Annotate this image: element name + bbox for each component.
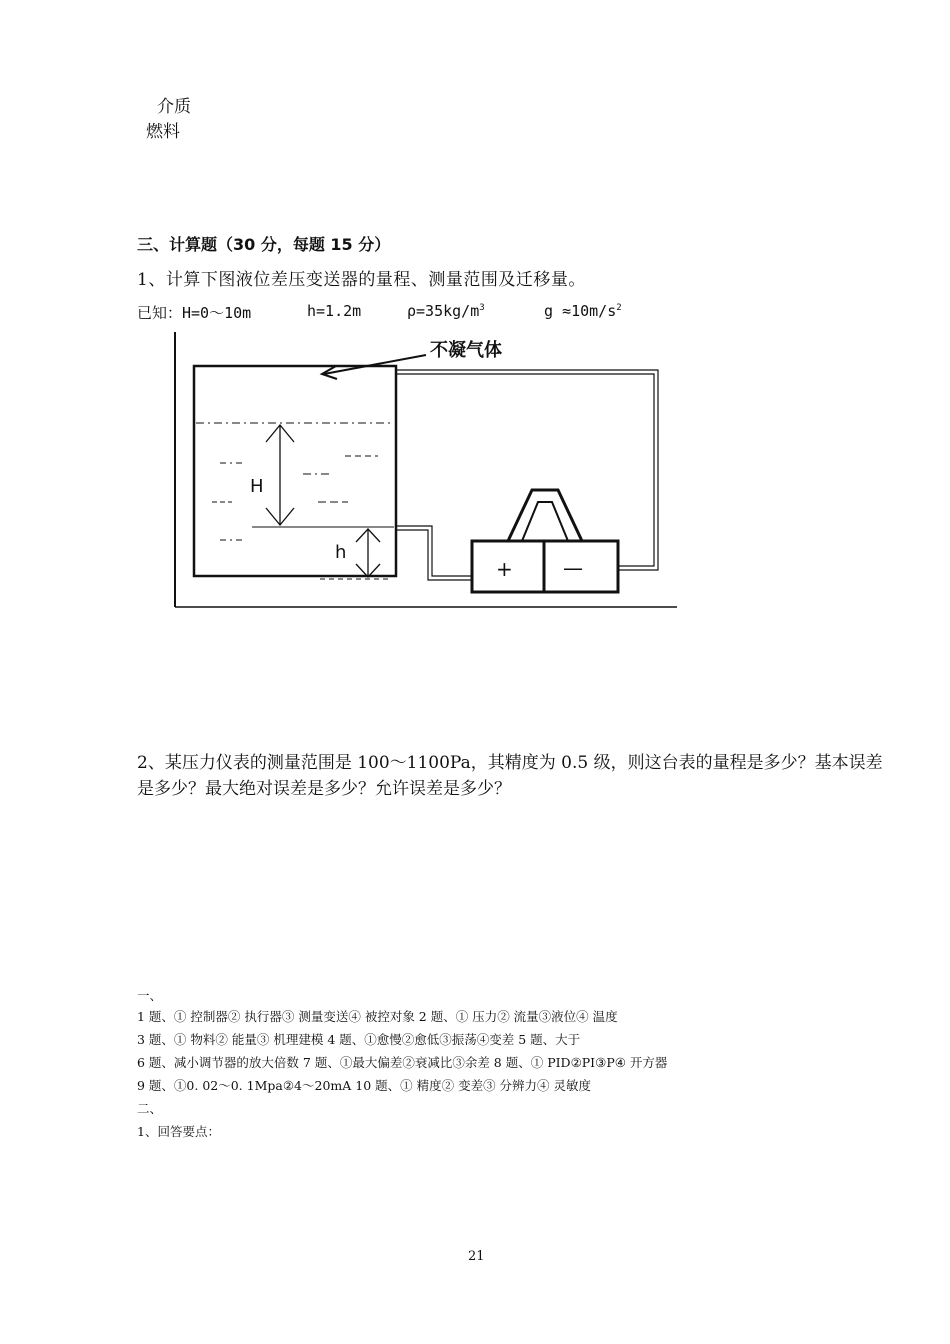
answer-line: 3 题、① 物料② 能量③ 机理建模 4 题、①愈慢②愈低③振荡④变差 5 题、大于 <box>137 1032 581 1047</box>
H-label: H <box>250 476 264 497</box>
question-1: 1、计算下图液位差压变送器的量程、测量范围及迁移量。 <box>137 270 586 290</box>
tank <box>194 366 396 576</box>
minus-label: — <box>563 556 583 580</box>
low-pressure-line-inner <box>396 374 654 566</box>
label-fuel: 燃料 <box>146 122 180 142</box>
answer-line: 9 题、①0. 02～0. 1Mpa②4～20mA 10 题、① 精度② 变差③ 分辨力④ 灵敏度 <box>137 1078 592 1093</box>
answer-line: 1 题、① 控制器② 执行器③ 测量变送④ 被控对象 2 题、① 压力② 流量③液位④ 温度 <box>137 1009 618 1024</box>
high-pressure-line-inner <box>396 530 472 580</box>
known-g: $g \approx 10m/s^2$ <box>544 302 622 320</box>
level-transmitter-diagram <box>170 330 680 612</box>
transmitter-head-outer <box>508 490 582 541</box>
h-label: h <box>335 542 347 563</box>
gas-pointer <box>324 355 426 374</box>
page-number: 21 <box>468 1249 485 1264</box>
answer-line: 1、回答要点： <box>137 1124 220 1139</box>
plus-label: + <box>496 557 513 581</box>
section-title: 三、计算题（30 分，每题 15 分） <box>137 235 391 254</box>
label-medium: 介质 <box>157 97 191 117</box>
question-2: 2、某压力仪表的测量范围是 100～1100Pa，其精度为 0.5 级，则这台表的量程是多少？基本误差是多少？最大绝对误差是多少？允许误差是多少？ <box>137 753 883 799</box>
answer-line: 6 题、减小调节器的放大倍数 7 题、①最大偏差②衰减比③余差 8 题、① PID②PI③P④ 开方器 <box>137 1055 668 1070</box>
gas-label: 不凝气体 <box>430 340 502 361</box>
known-values <box>137 302 697 324</box>
answer-line: 二、 <box>137 1101 163 1116</box>
high-pressure-line-outer <box>396 526 472 576</box>
transmitter-head-inner <box>522 502 568 541</box>
known-H: 已知：H=0～10m <box>137 304 252 322</box>
known-h: h=1.2m <box>307 302 362 320</box>
known-rho: $\rho=35kg/m^3$ <box>407 302 485 320</box>
answer-line: 一、 <box>137 988 163 1003</box>
